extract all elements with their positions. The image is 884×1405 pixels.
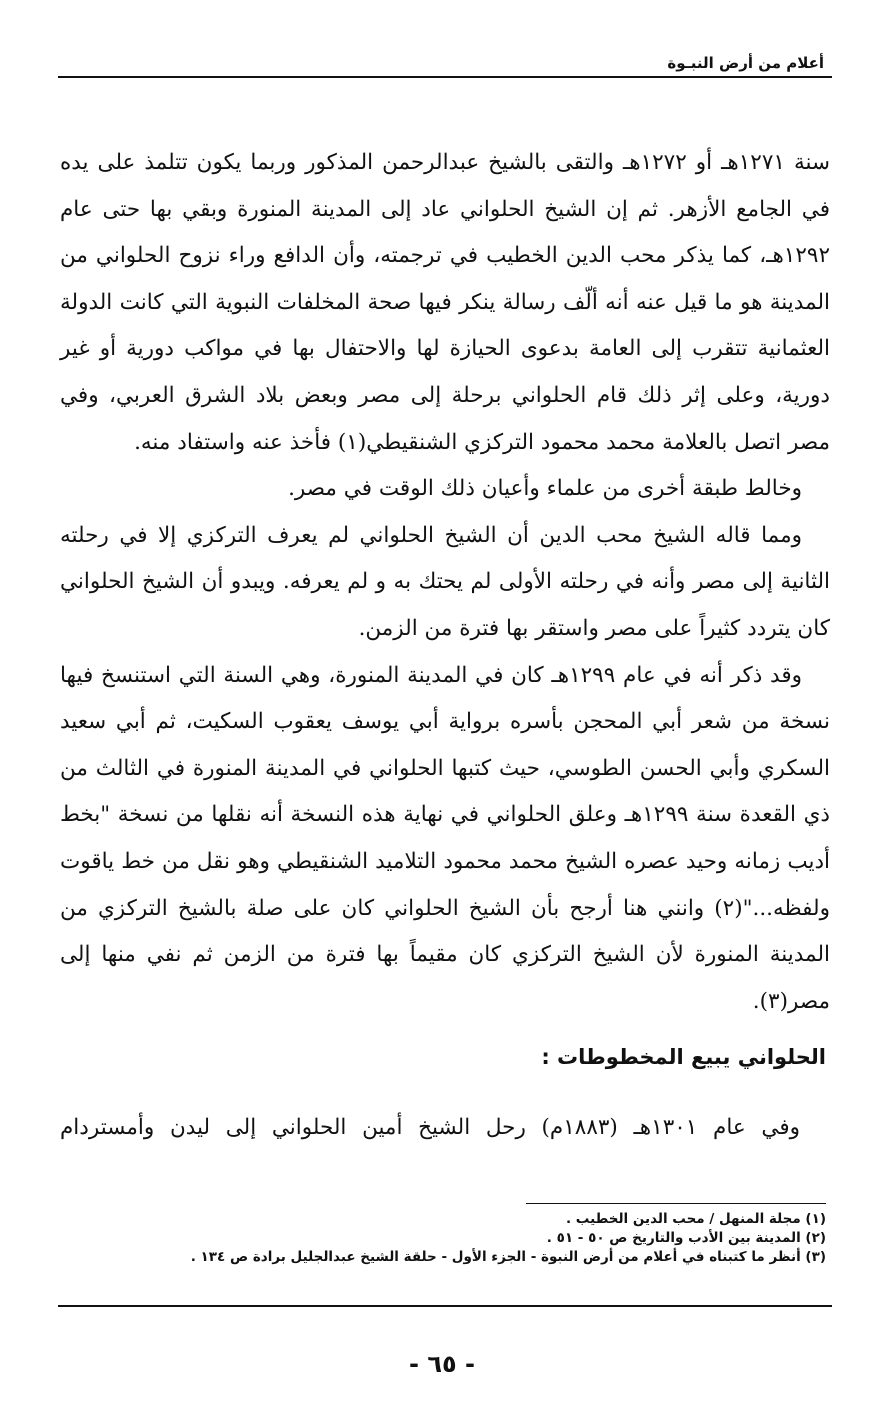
- section-heading: الحلواني يبيع المخطوطات :: [541, 1045, 826, 1069]
- paragraph-4: وقد ذكر أنه في عام ١٢٩٩هـ كان في المدينة المنورة، وهي السنة التي استنسخ فيها نسخة من شعر أبي المحجن بأسره برواية أبي يوسف يعقوب السكيت، ثم أبي سعيد السكري وأبي الحسن الطوسي، حيث كتبها الحلواني في المدينة المنورة في الثالث من ذي القعدة سنة ١٢٩٩هـ وعلق الحلواني في نهاية هذه النسخة أنه نقلها من نسخة "بخط أديب زمانه وحيد عصره الشيخ محمد محمود التلاميد الشنقيطي وهو نقل من خط ياقوت ولفظه..."(٢) وانني هنا أرجح بأن الشيخ الحلواني كان على صلة بالشيخ التركزي من المدينة المنورة لأن الشيخ التركزي كان مقيماً بها فترة من الزمن ثم نفي منها إلى مصر(٣).: [60, 662, 831, 1014]
- paragraph-1: سنة ١٢٧١هـ أو ١٢٧٢هـ والتقى بالشيخ عبدالرحمن المذكور وربما يكون تتلمذ على يده في الجامع الأزهر. ثم إن الشيخ الحلواني عاد إلى المدينة المنورة وبقي بها حتى عام ١٢٩٢هـ، كما يذكر محب الدين الخطيب في ترجمته، وأن الدافع وراء نزوح الحلواني من المدينة هو ما قيل عنه أنه ألّف رسالة ينكر فيها صحة المخلفات النبوية التي كانت الدولة العثمانية تتقرب إلى العامة بدعوى الحيازة لها والاحتفال بها في مواكب دورية أو غير دورية، وعلى إثر ذلك قام الحلواني برحلة إلى مصر وبعض بلاد الشرق العربي، وفي مصر اتصل بالعلامة محمد محمود التركزي الشنقيطي(١) فأخذ عنه واستفاد منه.: [60, 150, 830, 455]
- footnote-1: (١) مجلة المنهل / محب الدين الخطيب .: [565, 1211, 826, 1227]
- footnote-rule: [526, 1203, 826, 1204]
- paragraph-3: ومما قاله الشيخ محب الدين أن الشيخ الحلواني لم يعرف التركزي إلا في رحلته الثانية إلى مصر وأنه في رحلته الأولى لم يحتك به و لم يعرفه. ويبدو أن الشيخ الحلواني كان يتردد كثيراً على مصر واستقر بها فترة من الزمن.: [60, 522, 830, 641]
- footer-rule: [58, 1305, 832, 1307]
- running-head: أعلام من أرض النبـوة: [667, 54, 824, 72]
- footnote-2: (٢) المدينة بين الأدب والتاريخ ص ٥٠ - ٥١ .: [546, 1230, 826, 1246]
- body-text: [60, 140, 830, 1025]
- footnotes: [120, 1210, 826, 1267]
- paragraph-2: وخالط طبقة أخرى من علماء وأعيان ذلك الوقت في مصر.: [288, 476, 802, 502]
- footnote-3: (٣) أنظر ما كتبناه في أعلام من أرض النبوة - الجزء الأول - حلقة الشيخ عبدالجليل برادة ص ١٣٤ .: [190, 1249, 826, 1265]
- paragraph-5: وفي عام ١٣٠١هـ (١٨٨٣م) رحل الشيخ أمين الحلواني إلى ليدن وأمستردام: [60, 1115, 800, 1140]
- page-number: - ٦٥ -: [409, 1350, 475, 1378]
- header-rule: [58, 76, 832, 78]
